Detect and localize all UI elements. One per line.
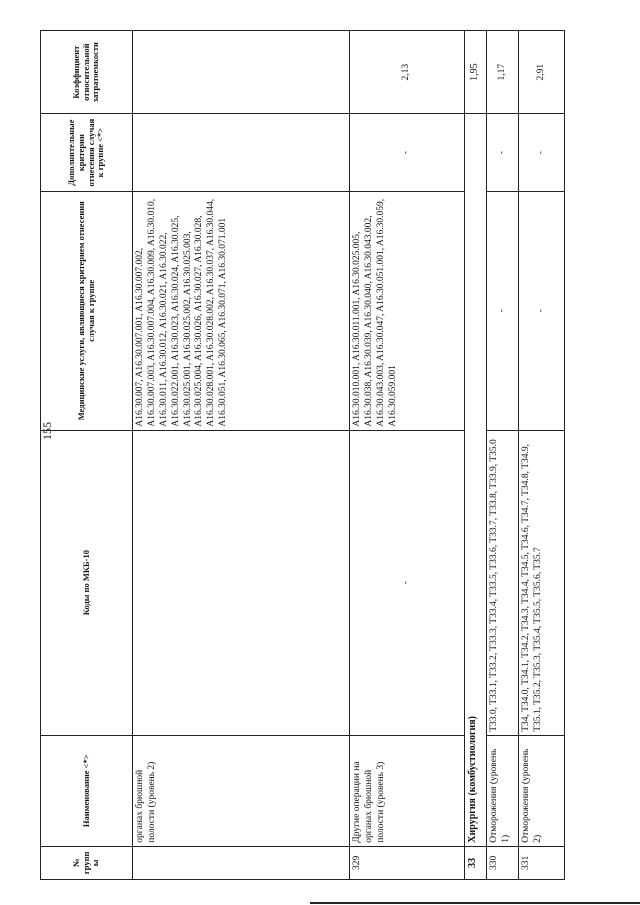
table-row: [350, 31, 465, 880]
row-num: 329: [350, 846, 465, 879]
row-coef: 2,13: [350, 31, 465, 114]
row-coef: 1,17: [487, 31, 519, 114]
row-services: A16.30.010.001, A16.30.011.001, A16.30.025.005, A16.30.038, A16.30.039, A16.30.040, A16.30.043.002, A16.30.043.003, A16.30.047, A16.30.051.001, A16.30.059, A16.30.059.001: [350, 191, 465, 430]
row-coef: 2,91: [519, 31, 565, 114]
section-row: [465, 31, 487, 880]
row-num: [133, 846, 350, 879]
row-extra: -: [487, 114, 519, 192]
col-header-name: Наименование <*>: [41, 735, 133, 846]
row-num: 331: [519, 846, 565, 879]
page-number: 155: [40, 422, 54, 440]
row-mkb: T34, T34.0, T34.1, T34.2, T34.3, T34.4, T34.5, T34.6, T34.7, T34.8, T34.9, T35.1, T35.2, T35.3, T35.4, T35.5, T35.6, T35.7: [519, 430, 565, 735]
row-services: A16.30.007, A16.30.007.001, A16.30.007.002, A16.30.007.003, A16.30.007.004, A16.30.009, A16.30.010, A16.30.011, A16.30.012, A16.30.021, A16.30.022, A16.30.022.001, A16.30.023, A16.30.024, A16.30.025, A16.30.025.001, A16.30.025.002, A16.30.025.003, A16.30.025.004, A16.30.026, A16.30.027, A16.30.028, A16.30.028.001, A16.30.028.002, A16.30.037, A16.30.044, A16.30.051, A16.30.065, A16.30.071, A16.30.071.001: [133, 191, 350, 430]
col-header-num: № групп ы: [41, 846, 133, 879]
row-num: 330: [487, 846, 519, 879]
row-coef: [133, 31, 350, 114]
row-extra: [133, 114, 350, 192]
col-header-coef: Коэффициент относительной затратоемкости: [41, 31, 133, 114]
row-name: Отморожения (уровень 2): [519, 735, 565, 846]
section-name: Хирургия (комбустиология): [465, 114, 487, 846]
table-row: [487, 31, 519, 880]
row-name: Другие операции на органах брюшной полости (уровень 3): [350, 735, 465, 846]
tariff-table: [40, 30, 565, 880]
table-row: [133, 31, 350, 880]
col-header-mkb: Коды по МКБ-10: [41, 430, 133, 735]
col-header-extra: Дополнительные критерии отнесения случая к группе <*>: [41, 114, 133, 192]
row-extra: -: [350, 114, 465, 192]
bottom-rule: [310, 902, 640, 904]
row-mkb: -: [350, 430, 465, 735]
table-header-row: [41, 31, 133, 880]
section-num: 33: [465, 846, 487, 879]
rotated-table-container: [40, 30, 600, 880]
row-extra: -: [519, 114, 565, 192]
row-mkb: [133, 430, 350, 735]
row-services: -: [487, 191, 519, 430]
row-services: -: [519, 191, 565, 430]
section-coef: 1,95: [465, 31, 487, 114]
col-header-services: Медицинские услуги, являющиеся критерием отнесения случая к группе: [41, 191, 133, 430]
row-name: органах брюшной полости (уровень 2): [133, 735, 350, 846]
row-name: Отморожения (уровень 1): [487, 735, 519, 846]
row-mkb: T33.0, T33.1, T33.2, T33.3, T33.4, T33.5, T33.6, T33.7, T33.8, T33.9, T35.0: [487, 430, 519, 735]
table-row: [519, 31, 565, 880]
